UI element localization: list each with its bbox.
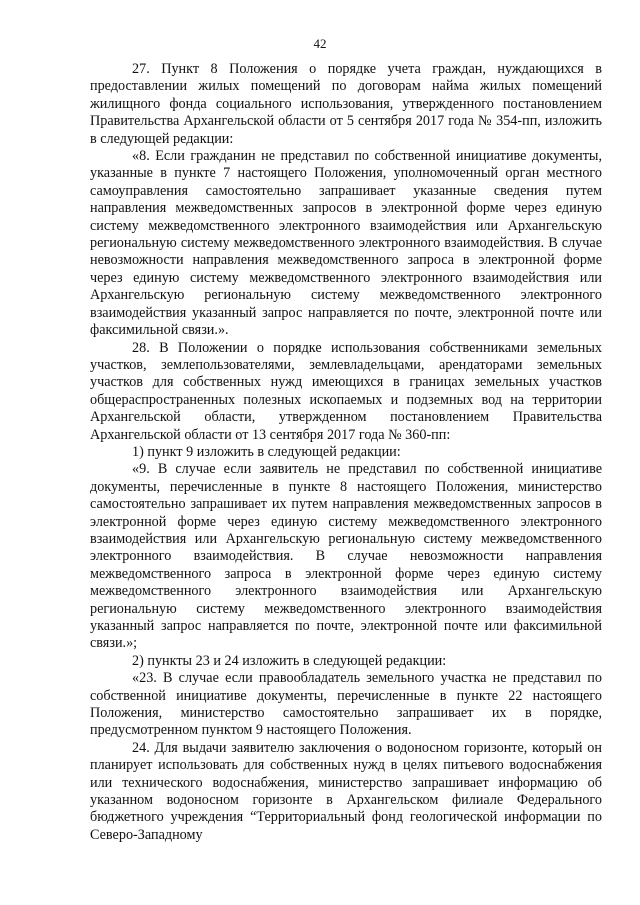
- document-body: [90, 61, 602, 844]
- paragraph-quote-23: «23. В случае если правообладатель земельного участка не представил по собственной инициативе документы, перечисленные в пункте 22 настоящего Положения, министерство самостоятельно запрашивает их в порядке, предусмотренном пунктом 9 настоящего Положения.: [90, 670, 602, 739]
- paragraph-item-1: 1) пункт 9 изложить в следующей редакции:: [132, 443, 401, 460]
- paragraph-27: 27. Пункт 8 Положения о порядке учета граждан, нуждающихся в предоставлении жилых помещений по договорам найма жилых помещений жилищного фонда социального использования, утвержденного постановлением Правительства Архангельской области от 5 сентября 2017 года № 354-пп, изложить в следующей редакции:: [90, 61, 602, 147]
- paragraph-24: 24. Для выдачи заявителю заключения о водоносном горизонте, который он планирует использовать для собственных нужд в целях питьевого водоснабжения или технического водоснабжения, министерство запрашивает информацию об указанном водоносном горизонте в Архангельском филиале Федерального бюджетного учреждения “Территориальный фонд геологической информации по Северо-Западному: [90, 739, 602, 843]
- page-number: 42: [313, 36, 327, 51]
- paragraph-quote-9: «9. В случае если заявитель не представил по собственной инициативе документы, перечисленные в пункте 8 настоящего Положения, министерство самостоятельно запрашивает их путем направления межведомственных запросов в электронной форме через единую систему межведомственного электронного взаимодействия или Архангельскую региональную систему межведомственного электронного взаимодействия. В случае невозможности направления межведомственного запроса в электронной форме через единую систему межведомственного электронного взаимодействия или Архангельскую региональную систему межведомственного электронного взаимодействия указанный запрос направляется по почте, электронной почте или факсимильной связи.»;: [90, 461, 602, 652]
- paragraph-quote-8: «8. Если гражданин не представил по собственной инициативе документы, указанные в пункте 7 настоящего Положения, уполномоченный орган местного самоуправления самостоятельно запрашивает указанные сведения путем направления межведомственных запросов в электронной форме через единую систему межведомственного электронного взаимодействия или Архангельскую региональную систему межведомственного электронного взаимодействия. В случае невозможности направления межведомственного запроса в электронной форме через единую систему межведомственного электронного взаимодействия или Архангельскую региональную систему межведомственного электронного взаимодействия указанный запрос направляется по почте, электронной почте или факсимильной связи.».: [90, 148, 602, 339]
- paragraph-28: 28. В Положении о порядке использования собственниками земельных участков, землепользователями, землевладельцами, арендаторами земельных участков для собственных нужд имеющихся в границах земельных участков общераспространенных полезных ископаемых и подземных вод на территории Архангельской области, утвержденном постановлением Правительства Архангельской области от 13 сентября 2017 года № 360-пп:: [90, 339, 602, 443]
- paragraph-item-2: 2) пункты 23 и 24 изложить в следующей редакции:: [132, 652, 447, 669]
